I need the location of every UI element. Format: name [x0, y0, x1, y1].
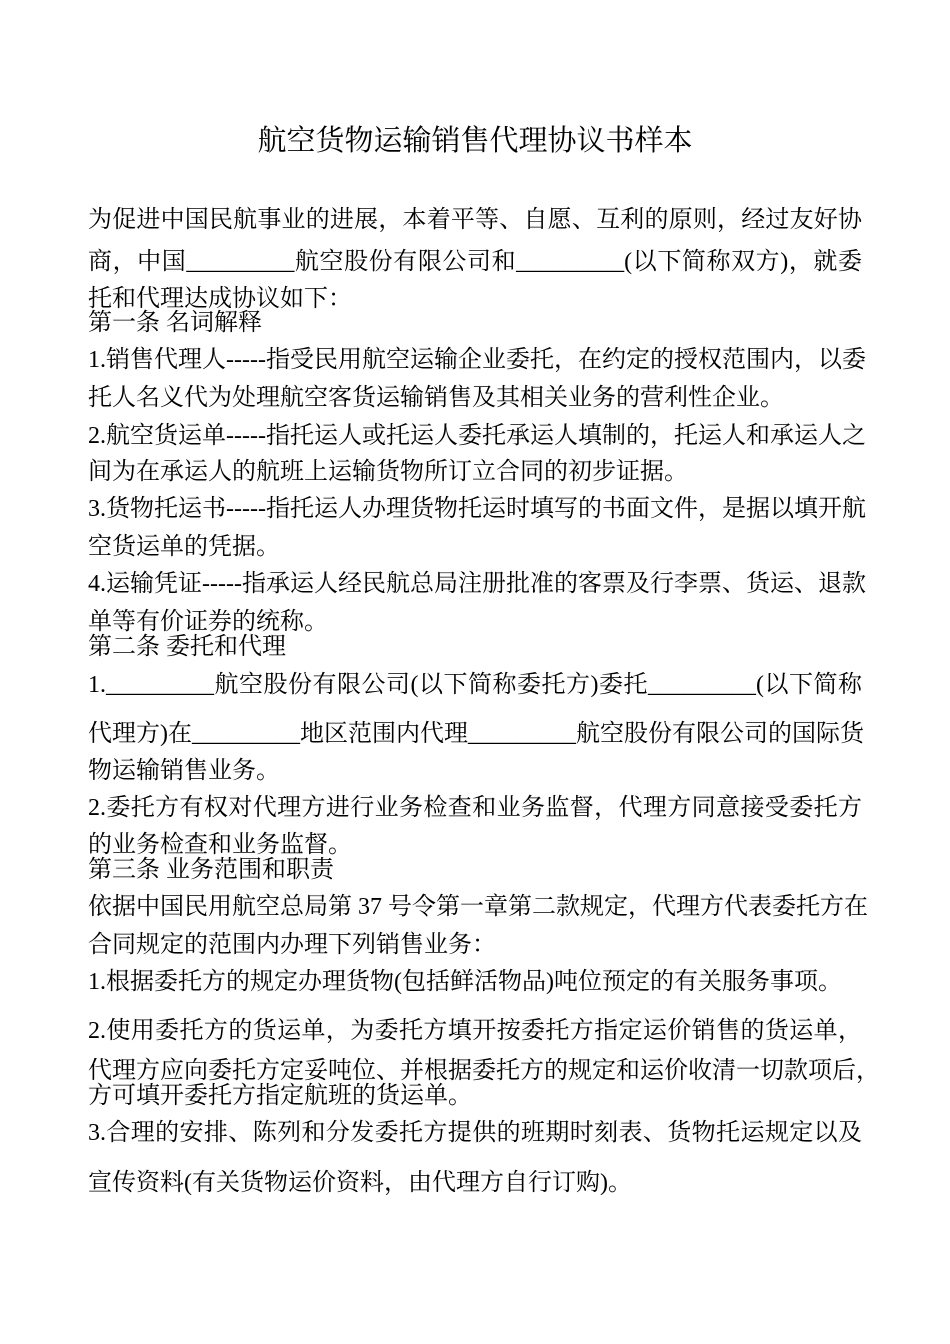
paragraph-line: 空货运单的凭据。: [88, 534, 280, 560]
paragraph-line: 物运输销售业务。: [88, 758, 280, 784]
article-heading: 第三条 业务范围和职责: [88, 857, 334, 883]
paragraph-line: 1.根据委托方的规定办理货物(包括鲜活物品)吨位预定的有关服务事项。: [88, 969, 842, 995]
paragraph-line: 2.委托方有权对代理方进行业务检查和业务监督，代理方同意接受委托方: [88, 795, 862, 821]
paragraph-line: 合同规定的范围内办理下列销售业务：: [88, 932, 496, 958]
document-title: 航空货物运输销售代理协议书样本: [257, 123, 693, 157]
paragraph-line: 方可填开委托方指定航班的货运单。: [88, 1083, 472, 1109]
paragraph-line: 商，中国_________航空股份有限公司和_________(以下简称双方)，就委: [88, 249, 862, 275]
paragraph-line: 为促进中国民航事业的进展，本着平等、自愿、互利的原则，经过友好协: [88, 207, 862, 233]
paragraph-line: 代理方应向委托方定妥吨位、并根据委托方的规定和运价收清一切款项后，: [88, 1058, 880, 1084]
paragraph-line: 的业务检查和业务监督。: [88, 832, 352, 858]
paragraph-line: 托和代理达成协议如下：: [88, 286, 352, 312]
paragraph-line: 宣传资料(有关货物运价资料，由代理方自行订购)。: [88, 1170, 632, 1196]
paragraph-line: 3.货物托运书-----指托运人办理货物托运时填写的书面文件，是据以填开航: [88, 496, 866, 522]
paragraph-line: 3.合理的安排、陈列和分发委托方提供的班期时刻表、货物托运规定以及: [88, 1120, 862, 1146]
paragraph-line: 代理方)在_________地区范围内代理_________航空股份有限公司的国际货: [88, 721, 864, 747]
article-heading: 第二条 委托和代理: [88, 634, 286, 660]
article-heading: 第一条 名词解释: [88, 310, 262, 336]
paragraph-line: 托人名义代为处理航空客货运输销售及其相关业务的营利性企业。: [88, 385, 784, 411]
paragraph-line: 2.航空货运单-----指托运人或托运人委托承运人填制的，托运人和承运人之: [88, 423, 866, 449]
paragraph-line: 1.销售代理人-----指受民用航空运输企业委托，在约定的授权范围内，以委: [88, 347, 866, 373]
paragraph-line: 1._________航空股份有限公司(以下简称委托方)委托_________(以下简称: [88, 672, 862, 698]
paragraph-line: 单等有价证券的统称。: [88, 609, 328, 635]
paragraph-line: 间为在承运人的航班上运输货物所订立合同的初步证据。: [88, 459, 688, 485]
paragraph-line: 依据中国民用航空总局第 37 号令第一章第二款规定，代理方代表委托方在: [88, 894, 868, 920]
paragraph-line: 2.使用委托方的货运单，为委托方填开按委托方指定运价销售的货运单，: [88, 1018, 862, 1044]
paragraph-line: 4.运输凭证-----指承运人经民航总局注册批准的客票及行李票、货运、退款: [88, 571, 866, 597]
